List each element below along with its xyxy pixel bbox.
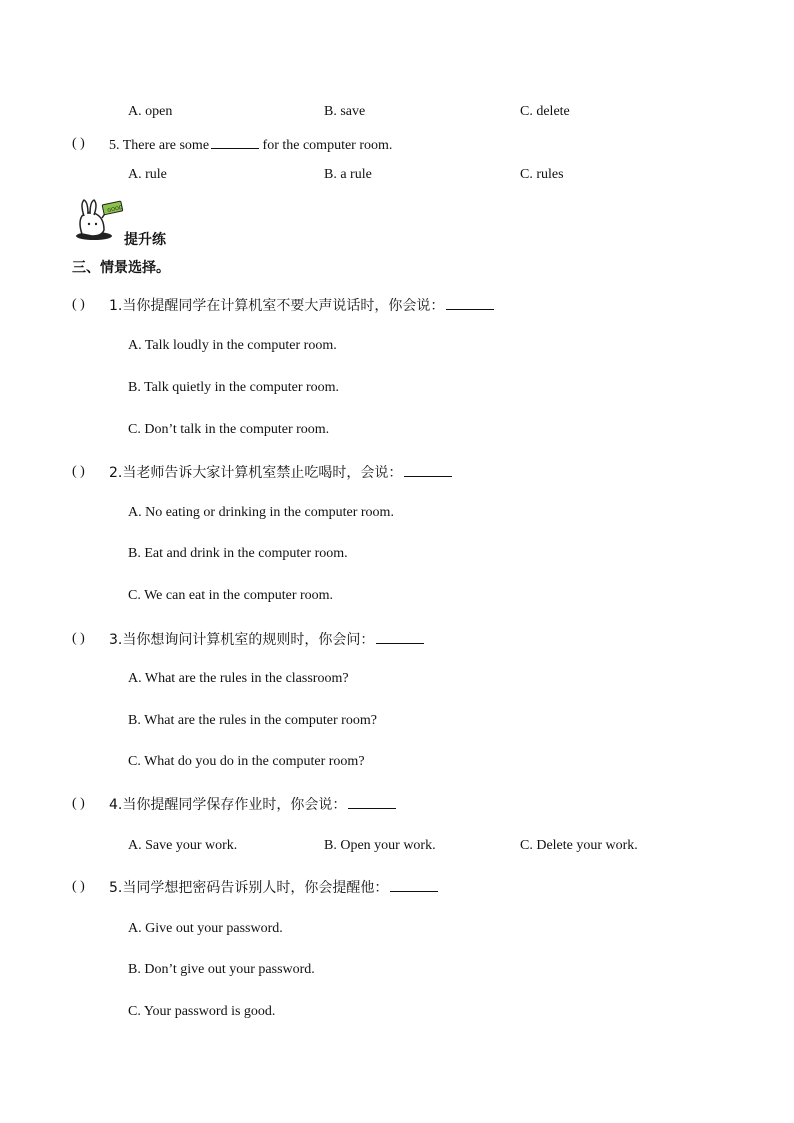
answer-blank (390, 878, 438, 892)
option-c: C. Delete your work. (520, 838, 638, 853)
option-a: A. rule (128, 167, 167, 182)
question-text (109, 630, 424, 649)
question-text-content: 4.当你提醒同学保存作业时，你会说： (109, 797, 347, 813)
answer-paren: ( ) (72, 297, 85, 312)
answer-paren: ( ) (72, 464, 85, 479)
option-b: B. Open your work. (324, 838, 436, 853)
option-c: C. Your password is good. (128, 1004, 276, 1019)
option-a: A. What are the rules in the classroom? (128, 671, 349, 686)
logo-badge-text: GOOD (106, 204, 124, 214)
question-text (109, 135, 392, 155)
option-a: A. Give out your password. (128, 921, 283, 936)
question-text-before: 5. There are some (109, 138, 210, 153)
section-title: 提升练 (124, 232, 166, 248)
section-heading: 三、情景选择。 (72, 260, 170, 276)
option-b: B. Don’t give out your password. (128, 962, 315, 977)
option-c: C. We can eat in the computer room. (128, 588, 334, 603)
option-b: B. What are the rules in the computer room? (128, 713, 377, 728)
question-text-content: 2.当老师告诉大家计算机室禁止吃喝时，会说： (109, 465, 403, 481)
question-text-content: 5.当同学想把密码告诉别人时，你会提醒他： (109, 880, 389, 896)
option-c: C. delete (520, 104, 570, 119)
question-text (109, 878, 438, 897)
option-a: A. Save your work. (128, 838, 238, 853)
answer-blank (404, 463, 452, 477)
option-b: B. a rule (324, 167, 372, 182)
option-b: B. Talk quietly in the computer room. (128, 380, 340, 395)
rabbit-logo-icon (72, 198, 124, 242)
answer-blank (446, 296, 494, 310)
answer-blank (211, 135, 259, 149)
option-b: B. save (324, 104, 366, 119)
option-a: A. Talk loudly in the computer room. (128, 338, 337, 353)
question-text (109, 795, 396, 814)
question-text-after: for the computer room. (262, 138, 393, 153)
option-a: A. No eating or drinking in the computer room. (128, 505, 394, 520)
option-c: C. Don’t talk in the computer room. (128, 422, 330, 437)
question-text-content: 1.当你提醒同学在计算机室不要大声说话时，你会说： (109, 298, 445, 314)
option-c: C. What do you do in the computer room? (128, 754, 365, 769)
answer-paren: ( ) (72, 879, 85, 894)
question-text (109, 463, 452, 482)
option-c: C. rules (520, 167, 564, 182)
question-text-content: 3.当你想询问计算机室的规则时，你会问： (109, 632, 375, 648)
answer-paren: ( ) (72, 136, 85, 151)
answer-blank (348, 795, 396, 809)
answer-blank (376, 630, 424, 644)
option-a: A. open (128, 104, 173, 119)
answer-paren: ( ) (72, 631, 85, 646)
answer-paren: ( ) (72, 796, 85, 811)
question-text (109, 296, 494, 315)
option-b: B. Eat and drink in the computer room. (128, 546, 348, 561)
